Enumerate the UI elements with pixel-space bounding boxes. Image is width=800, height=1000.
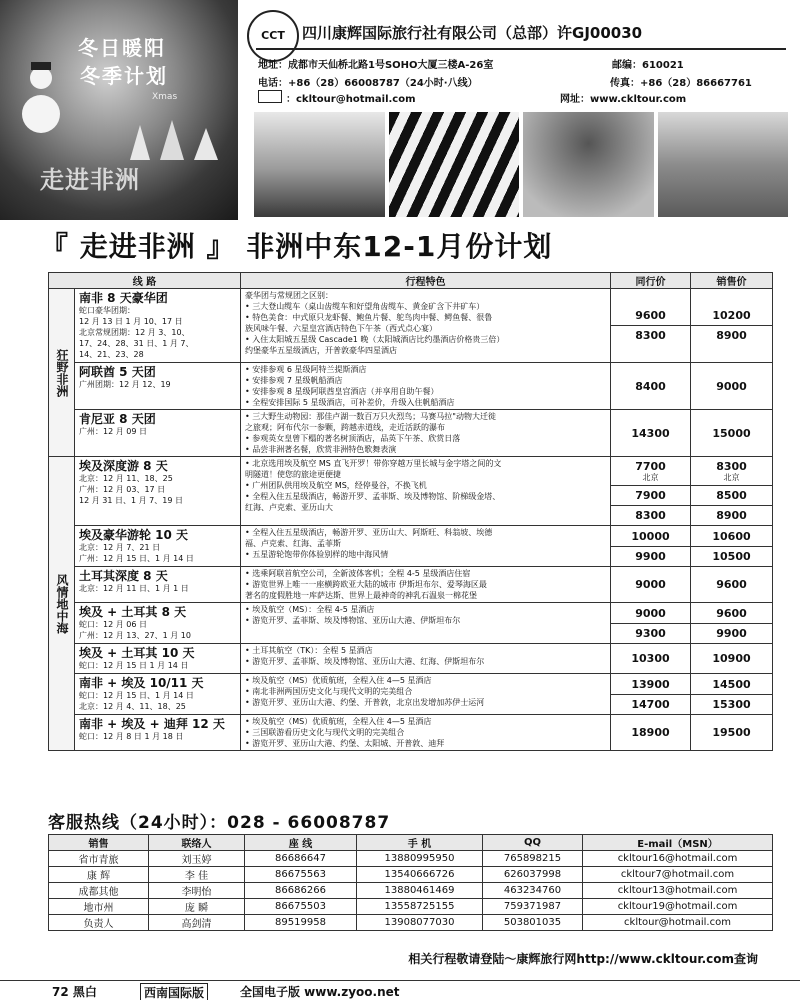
company-name: 四川康辉国际旅行社有限公司（总部）许GJ00030: [302, 24, 643, 42]
route-cell: [75, 526, 241, 567]
walk-into-africa-label: 走进非洲: [40, 166, 140, 194]
contact-row: [49, 883, 773, 899]
route-dates: 蛇口：12 月 06 日: [79, 620, 147, 629]
winter-title-2: 冬季计划: [80, 64, 168, 88]
route-dates: 广州：12 月 09 日: [79, 427, 147, 436]
peer-price: 7700 北京: [611, 457, 690, 486]
feature-line: • 埃及航空（MS）优质航班，全程入住 4—5 星酒店: [245, 717, 432, 726]
peer-price-cell: [611, 410, 691, 457]
sale-price: 10900: [712, 652, 751, 665]
page-number: 72 黑白: [52, 985, 97, 999]
sale-price: 10200: [691, 306, 772, 326]
peer-price-cell: [611, 457, 691, 526]
contacts-header: E-mail（MSN）: [583, 835, 773, 851]
peer-price: 7900: [611, 486, 690, 506]
electronic-edition[interactable]: 全国电子版 www.zyoo.net: [240, 985, 400, 999]
route-name[interactable]: 埃及 + 土耳其 8 天: [79, 605, 187, 619]
feature-line: • 全程入住五星级酒店，畅游开罗、孟菲斯、埃及博物馆、阶梯级金塔、: [245, 492, 501, 501]
route-features: [241, 289, 611, 363]
feature-line: • 安排参观 6 星级阿特兰提斯酒店: [245, 365, 367, 374]
zebra-photo: [389, 112, 520, 217]
feature-line: • 全程安排国际 5 星级酒店，可补差价，升级入住帆船酒店: [245, 398, 455, 407]
routes-header-row: [49, 273, 773, 289]
route-name[interactable]: 埃及 + 土耳其 10 天: [79, 646, 195, 660]
feature-line: • 入住太阳城五星级 Cascade1 晚（太阳城酒店比约墨酒店价格贵三倍）: [245, 335, 505, 344]
header-peer-price: 同行价: [611, 273, 691, 289]
feature-line: 之旅观；阿布代尔一参颗，跨越赤道线，走近活跃的瀑布: [245, 423, 446, 432]
contact-cell: 13540666726: [357, 867, 483, 883]
routes-body: [49, 289, 773, 751]
sale-price: 19500: [712, 726, 751, 739]
route-row: [49, 567, 773, 603]
contact-cell[interactable]: ckltour16@hotmail.com: [583, 851, 773, 867]
feature-line: 福、卢克索、红海、孟菲斯: [245, 539, 342, 548]
company-postcode: 邮编：610021: [612, 60, 684, 71]
contact-cell: 李明怡: [149, 883, 245, 899]
route-dates: 广州：12 月 15 日、1 月 14 日: [79, 554, 194, 563]
peer-price-cell: [611, 603, 691, 644]
contact-row: [49, 851, 773, 867]
rhino-photo: [658, 112, 789, 217]
route-row: [49, 674, 773, 715]
sale-price: 8900: [716, 509, 747, 522]
feature-line: • 南北非洲两国历史文化与现代文明的完美组合: [245, 687, 413, 696]
peer-price: 14300: [631, 426, 670, 440]
contact-cell: 省市青旅: [49, 851, 149, 867]
company-logo: CCT: [247, 10, 299, 62]
peer-price: 9600: [611, 306, 690, 326]
winter-banner: [0, 0, 238, 220]
sale-price-sub: 北京: [723, 473, 740, 482]
contacts-header: 座 线: [245, 835, 357, 851]
winter-small-text: Xmas: [152, 92, 178, 102]
route-cell: [75, 603, 241, 644]
bottom-bar: [0, 980, 800, 1000]
route-row: [49, 363, 773, 410]
route-name[interactable]: 土耳其深度 8 天: [79, 569, 168, 583]
route-cell: [75, 457, 241, 526]
route-dates: 北京：12 月 4、11、18、25: [79, 702, 186, 711]
contact-cell[interactable]: ckltour13@hotmail.com: [583, 883, 773, 899]
company-fax: 传真：+86（28）86667761: [610, 78, 752, 89]
feature-line: • 游览开罗、孟菲斯、埃及博物馆、亚历山大港、红海、伊斯坦布尔: [245, 657, 485, 666]
sale-price-cell: [691, 526, 773, 567]
route-cell: [75, 674, 241, 715]
contact-cell: 李 佳: [149, 867, 245, 883]
routes-table: [48, 272, 773, 751]
route-dates: 北京：12 月 11 日、1 月 1 日: [79, 584, 189, 593]
sale-price-cell: [691, 457, 773, 526]
feature-line: 豪华团与常规团之区别：: [245, 291, 334, 300]
contacts-header: 联络人: [149, 835, 245, 851]
trees-icon: [120, 120, 230, 160]
route-cell: [75, 715, 241, 751]
company-email[interactable]: ：ckltour@hotmail.com: [286, 94, 416, 105]
route-cell: [75, 363, 241, 410]
contacts-body: [49, 851, 773, 931]
contact-cell[interactable]: ckltour7@hotmail.com: [583, 867, 773, 883]
contacts-header-row: [49, 835, 773, 851]
route-row: [49, 715, 773, 751]
contact-cell: 626037998: [483, 867, 583, 883]
route-features: [241, 567, 611, 603]
peer-price: 8400: [635, 379, 666, 393]
contact-cell: 地市州: [49, 899, 149, 915]
peer-price: 9000: [611, 604, 690, 624]
contacts-header: 手 机: [357, 835, 483, 851]
route-features: [241, 603, 611, 644]
route-row: [49, 603, 773, 644]
feature-line: • 五星游轮饱带你体验别样的地中海风情: [245, 550, 389, 559]
peer-price-cell: [611, 363, 691, 410]
sale-price: 15000: [712, 426, 751, 440]
contact-cell: 463234760: [483, 883, 583, 899]
sale-price-cell: [691, 603, 773, 644]
envelope-icon: [258, 90, 282, 103]
sale-price: 14500: [691, 675, 772, 695]
region-label: 风情地中海: [49, 457, 75, 751]
route-dates: 广州：12 月 13、27、1 月 10: [79, 631, 191, 640]
peer-price-cell: [611, 674, 691, 715]
company-address: 地址：成都市天仙桥北路1号SOHO大厦三楼A-26室: [258, 60, 494, 71]
route-row: [49, 526, 773, 567]
contact-cell[interactable]: ckltour@hotmail.com: [583, 915, 773, 931]
peer-price-sub: 北京: [642, 473, 659, 482]
contact-cell: 成都其他: [49, 883, 149, 899]
feature-line: • 全程入住五星级酒店，畅游开罗、亚历山大、阿斯旺、科翁坡、埃德: [245, 528, 493, 537]
route-dates: 北京常规团期：12 月 3、10、: [79, 328, 190, 337]
feature-line: • 品尝非洲著名餐，欣赏非洲特色歌舞表演: [245, 445, 397, 454]
savanna-photo: [254, 112, 385, 217]
winter-title-1: 冬日暖阳: [78, 36, 166, 60]
feature-line: • 安排参观 8 星级阿联酋皇宫酒店（并享用自助午餐）: [245, 387, 439, 396]
sale-price-cell: [691, 289, 773, 363]
peer-price: 8300: [635, 329, 666, 342]
route-name[interactable]: 南非 + 埃及 + 迪拜 12 天: [79, 717, 225, 731]
footer-note: 相关行程敬请登陆～康辉旅行网http://www.ckltour.com查询: [408, 952, 758, 966]
route-cell: [75, 567, 241, 603]
feature-line: • 参观英女皇曾下榻的著名树顶酒店，品英下午茶、欣赏日落: [245, 434, 461, 443]
sale-price-cell: [691, 567, 773, 603]
sale-price: 10500: [712, 549, 751, 563]
sale-price: 15300: [712, 697, 751, 711]
company-website[interactable]: 网址：www.ckltour.com: [560, 94, 687, 105]
feature-line: • 游览开罗、孟菲斯、埃及博物馆、亚历山大港、伊斯坦布尔: [245, 616, 461, 625]
route-name[interactable]: 阿联酋 5 天团: [79, 365, 156, 379]
sale-price: 9900: [716, 626, 747, 640]
contacts-header: 销售: [49, 835, 149, 851]
route-row: [49, 457, 773, 526]
contact-cell: 86675503: [245, 899, 357, 915]
contact-cell: 503801035: [483, 915, 583, 931]
company-phone: 电话：+86（28）66008787（24小时·八线）: [258, 78, 478, 89]
peer-price-cell: [611, 715, 691, 751]
peer-price: 10000: [611, 527, 690, 547]
feature-line: • 埃及航空（MS）优质航班，全程入住 4—5 星酒店: [245, 676, 432, 685]
route-features: [241, 410, 611, 457]
peer-price-cell: [611, 644, 691, 674]
feature-line: • 土耳其航空（TK）：全程 5 星酒店: [245, 646, 373, 655]
africa-photo-strip: [254, 112, 788, 217]
header-sale-price: 销售价: [691, 273, 773, 289]
contact-cell: 高剑清: [149, 915, 245, 931]
route-name[interactable]: 肯尼亚 8 天团: [79, 412, 156, 426]
feature-line: • 埃及航空（MS）：全程 4-5 星酒店: [245, 605, 375, 614]
page-title: 『 走进非洲 』 非洲中东12-1月份计划: [40, 230, 553, 263]
peer-price: 10300: [631, 652, 670, 665]
contact-cell: 庞 瞬: [149, 899, 245, 915]
route-features: [241, 457, 611, 526]
peer-price: 14700: [631, 697, 670, 711]
peer-price: 8300: [635, 509, 666, 522]
route-features: [241, 526, 611, 567]
peer-price: 9900: [635, 549, 666, 563]
contact-row: [49, 899, 773, 915]
sale-price: 8900: [716, 329, 747, 342]
feature-line: • 三大登山缆车（桌山齿缆车和好望角齿缆车、黄金矿含下井矿车）: [245, 302, 485, 311]
route-dates: 17、24、28、31 日、1 月 7、: [79, 339, 194, 348]
header-features: 行程特色: [241, 273, 611, 289]
route-dates: 北京：12 月 11、18、25: [79, 474, 173, 483]
contact-cell: 刘玉婷: [149, 851, 245, 867]
sale-price: 9000: [716, 379, 747, 393]
contacts-header: QQ: [483, 835, 583, 851]
route-cell: [75, 410, 241, 457]
route-dates: 广州：12 月 03、17 日: [79, 485, 166, 494]
contact-cell: 86686266: [245, 883, 357, 899]
route-features: [241, 715, 611, 751]
edition-label: 西南国际版: [140, 983, 208, 1000]
route-features: [241, 674, 611, 715]
contact-cell: 765898215: [483, 851, 583, 867]
feature-line: • 安排参观 7 星级帆船酒店: [245, 376, 343, 385]
header-divider: [256, 48, 786, 50]
contact-row: [49, 915, 773, 931]
contact-cell: 负责人: [49, 915, 149, 931]
feature-line: 红海、卢克索、亚历山大: [245, 503, 334, 512]
route-dates: 蛇口：12 月 8 日 1 月 18 日: [79, 732, 184, 741]
peer-price: 13900: [611, 675, 690, 695]
sale-price: 8300 北京: [691, 457, 772, 486]
contact-cell[interactable]: ckltour19@hotmail.com: [583, 899, 773, 915]
feature-line: • 选乘阿联首航空公司，全新波体客机；全程 4-5 星级酒店住宿: [245, 569, 471, 578]
feature-line: 明隧道！使您的旅途更便捷: [245, 470, 342, 479]
contact-row: [49, 867, 773, 883]
route-dates: 12 月 13 日 1 月 10、17 日: [79, 317, 183, 326]
route-features: [241, 363, 611, 410]
route-name[interactable]: 埃及豪华游轮 10 天: [79, 528, 189, 542]
peer-price-cell: [611, 526, 691, 567]
snowman-icon: [20, 60, 62, 140]
sale-price: 10600: [691, 527, 772, 547]
feature-line: • 游览开罗、亚历山大港、约堡、太阳城、开普敦、迪拜: [245, 739, 445, 748]
contact-cell: 89519958: [245, 915, 357, 931]
route-dates: 蛇口豪华团期：: [79, 306, 135, 315]
route-features: [241, 644, 611, 674]
route-dates: 12 月 31 日、1 月 7、19 日: [79, 496, 183, 505]
route-row: [49, 289, 773, 363]
route-row: [49, 644, 773, 674]
contact-cell: 康 辉: [49, 867, 149, 883]
header-route: 线 路: [49, 273, 241, 289]
feature-line: • 游览世界上唯一一座横跨欧亚大陆的城市 伊斯坦布尔、爱琴海区最: [245, 580, 487, 589]
peer-price: 9000: [635, 578, 666, 591]
route-cell: [75, 289, 241, 363]
sale-price-cell: [691, 715, 773, 751]
peer-price-cell: [611, 567, 691, 603]
sale-price-cell: [691, 674, 773, 715]
route-name[interactable]: 南非 + 埃及 10/11 天: [79, 676, 204, 690]
contact-cell: 13908077030: [357, 915, 483, 931]
feature-line: • 特色美食：中式原只龙虾餐、鲍鱼片餐、鸵鸟肉中餐、鳄鱼餐、很鲁: [245, 313, 493, 322]
contact-cell: 13880461469: [357, 883, 483, 899]
sale-price-cell: [691, 644, 773, 674]
route-dates: 北京：12 月 7、21 日: [79, 543, 161, 552]
feature-line: • 三国联游看历史文化与现代文明的完美组合: [245, 728, 405, 737]
route-row: [49, 410, 773, 457]
route-name[interactable]: 南非 8 天豪华团: [79, 291, 168, 305]
feature-line: • 北京选用埃及航空 MS 直飞开罗！带你穿越万里长城与金字塔之间的文: [245, 459, 502, 468]
contact-cell: 759371987: [483, 899, 583, 915]
route-dates: 14、21、23、28: [79, 350, 144, 359]
feature-line: 族风味午餐、六星皇宫酒店特色下午茶（西式点心宴）: [245, 324, 438, 333]
route-dates: 广州团期：12 月 12、19: [79, 380, 171, 389]
peer-price-cell: [611, 289, 691, 363]
sale-price: 9600: [691, 604, 772, 624]
peer-price: 18900: [631, 726, 670, 739]
route-name[interactable]: 埃及深度游 8 天: [79, 459, 168, 473]
route-dates: 蛇口：12 月 15 日、1 月 14 日: [79, 691, 194, 700]
region-label: 狂野非洲: [49, 289, 75, 457]
contact-cell: 86675563: [245, 867, 357, 883]
contacts-table: [48, 834, 773, 931]
service-hotline: 客服热线（24小时）：028 - 66008787: [48, 813, 391, 833]
peer-price: 9300: [635, 626, 666, 640]
sale-price-cell: [691, 410, 773, 457]
contact-cell: 13558725155: [357, 899, 483, 915]
feature-line: 著名的度假胜地一库萨达斯、世界上最神奇的神乳石温泉一棉花堡: [245, 591, 478, 600]
contact-cell: 86686647: [245, 851, 357, 867]
feature-line: 约堡豪华五星级酒店，开普敦豪华四星酒店: [245, 346, 398, 355]
children-photo: [523, 112, 654, 217]
sale-price: 8500: [691, 486, 772, 506]
feature-line: • 广州团队供用埃及航空 MS，经停曼谷，不换飞机: [245, 481, 427, 490]
feature-line: • 游览开罗、亚历山大港、约堡、开普敦，北京出发增加苏伊士运河: [245, 698, 485, 707]
contact-cell: 13880995950: [357, 851, 483, 867]
sale-price: 9600: [716, 578, 747, 591]
route-cell: [75, 644, 241, 674]
route-dates: 蛇口：12 月 15 日 1 月 14 日: [79, 661, 189, 670]
feature-line: • 三大野生动物园：那佳卢湖一数百万只火烈鸟；马赛马拉"动物大迁徙: [245, 412, 496, 421]
sale-price-cell: [691, 363, 773, 410]
